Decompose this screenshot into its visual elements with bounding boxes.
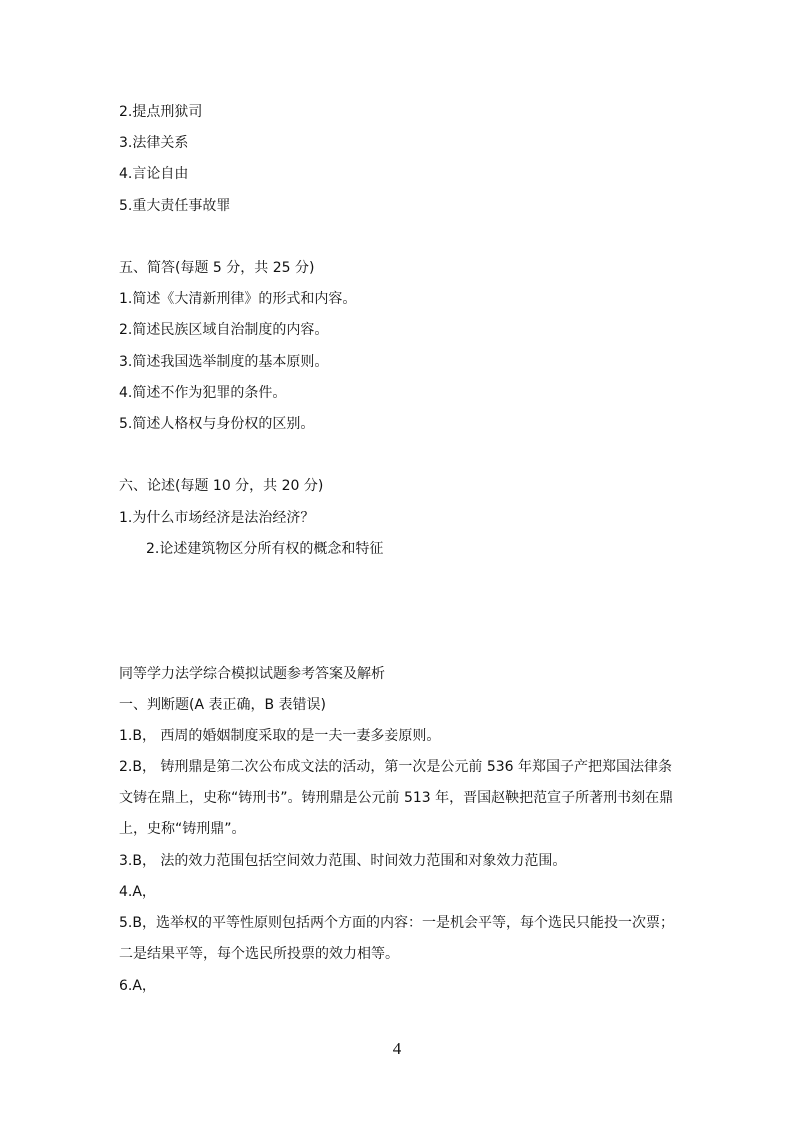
section-five-question-5: 5.简述人格权与身份权的区别。 — [119, 416, 315, 432]
answers-title: 同等学力法学综合模拟试题参考答案及解析 — [119, 666, 385, 682]
section-five-question-1: 1.简述《大清新刑律》的形式和内容。 — [119, 291, 357, 307]
section-four-item-3: 3.法律关系 — [119, 135, 189, 151]
answers-section-one-heading: 一、判断题(A 表正确，B 表错误) — [119, 697, 327, 713]
section-four-item-2: 2.提点刑狱司 — [119, 104, 203, 120]
section-five-question-4: 4.简述不作为犯罪的条件。 — [119, 385, 287, 401]
section-four-item-4: 4.言论自由 — [119, 166, 189, 182]
page-number: 4 — [392, 1039, 402, 1058]
answer-item-3: 3.B， 法的效力范围包括空间效力范围、时间效力范围和对象效力范围。 — [119, 853, 567, 869]
answer-item-6: 6.A， — [119, 978, 156, 994]
section-six-question-2: 2.论述建筑物区分所有权的概念和特征 — [146, 541, 384, 557]
answer-item-2: 2.B， 铸刑鼎是第二次公布成文法的活动，第一次是公元前 536 年郑国子产把郑国法律条文铸在鼎上，史称“铸刑书”。铸刑鼎是公元前 513 年，晋国赵鞅把范宣子所著刑书刻在鼎上，史称“铸刑鼎”。 — [119, 759, 674, 837]
answer-item-4: 4.A， — [119, 884, 156, 900]
answer-item-5: 5.B，选举权的平等性原则包括两个方面的内容：一是机会平等，每个选民只能投一次票；二是结果平等，每个选民所投票的效力相等。 — [119, 915, 674, 962]
section-four-item-5: 5.重大责任事故罪 — [119, 198, 231, 214]
section-six-question-1: 1.为什么市场经济是法治经济？ — [119, 510, 315, 526]
section-five-question-2: 2.简述民族区域自治制度的内容。 — [119, 322, 329, 338]
section-six-heading: 六、论述(每题 10 分，共 20 分) — [119, 478, 324, 494]
section-five-question-3: 3.简述我国选举制度的基本原则。 — [119, 354, 329, 370]
section-five-heading: 五、简答(每题 5 分，共 25 分) — [119, 260, 315, 276]
answer-item-1: 1.B， 西周的婚姻制度采取的是一夫一妻多妾原则。 — [119, 728, 441, 744]
